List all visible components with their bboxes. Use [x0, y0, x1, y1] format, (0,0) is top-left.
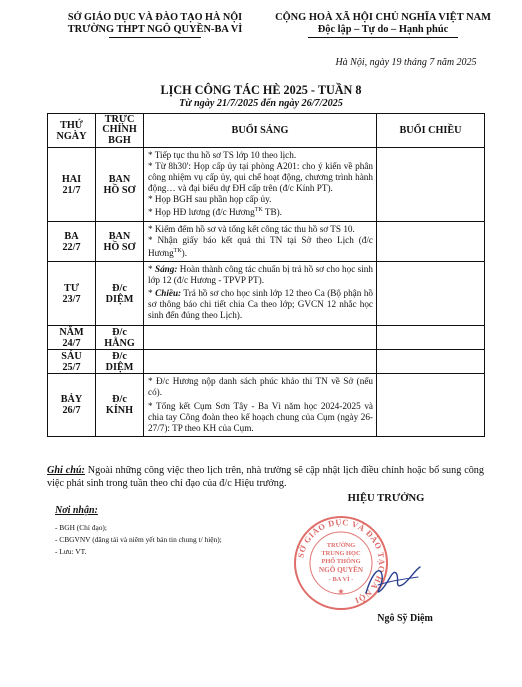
seal-center-line: TRƯỜNG — [326, 542, 356, 549]
seal-ring-text: SỞ GIÁO DỤC VÀ ĐÀO TẠO HÀ NỘI — [296, 517, 387, 606]
duty-cell: Đ/c DIỆM — [96, 262, 144, 326]
morning-cell — [144, 326, 377, 350]
recipient-item: - Lưu: VT. — [55, 547, 87, 556]
table-row — [48, 148, 485, 222]
duty-cell: Đ/c HẰNG — [96, 326, 144, 350]
day-cell: TƯ 23/7 — [48, 262, 96, 326]
national-heading — [258, 12, 508, 38]
header-afternoon: BUỔI CHIỀU — [377, 114, 485, 148]
signer-title: HIỆU TRƯỞNG — [347, 493, 425, 504]
svg-text:★: ★ — [337, 587, 345, 596]
schedule-table — [47, 113, 485, 437]
country-name: CỘNG HOÀ XÃ HỘI CHỦ NGHĨA VIỆT NAM — [275, 12, 491, 23]
issuer-block — [50, 12, 260, 38]
recipient-item: - CBGVNV (đăng tải và niêm yết bản tin chung t/ hiện); — [55, 535, 222, 544]
afternoon-cell — [377, 222, 485, 262]
list-item: * Từ 8h30': Họp cấp ủy tại phòng A201: cho ý kiến về phân công nhiệm vụ cấp ủy, qui chế hoạt động, chương trình hành động… và đại biểu dự ĐH cấp trên (đ/c Kính PT). — [148, 161, 373, 193]
issuer-underline — [109, 37, 201, 38]
day-cell: BA 22/7 — [48, 222, 96, 262]
morning-cell — [144, 148, 377, 222]
list-item: * Tổng kết Cụm Sơn Tây - Ba Vì năm học 2024-2025 và chia tay Công đoàn theo kế hoạch chung của Cụm (ngày 26-27/7): TP theo KH của Cụm. — [148, 401, 373, 434]
recipients-block — [55, 505, 285, 558]
duty-cell: BAN HỒ SƠ — [96, 148, 144, 222]
seal-center-line: - BA VÌ - — [328, 576, 354, 583]
table-row — [48, 222, 485, 262]
list-item: * Họp BGH sau phần họp cấp ủy. — [148, 194, 272, 204]
recipients-label: Nơi nhận: — [55, 505, 98, 516]
list-item: * Kiểm đếm hồ sơ và tổng kết công tác thu hồ sơ TS 10. — [148, 224, 355, 234]
table-row — [48, 374, 485, 437]
morning-cell — [144, 262, 377, 326]
motto-underline — [308, 37, 458, 38]
day-cell: SÁU 25/7 — [48, 350, 96, 374]
list-item: * Chiều: Trả hồ sơ cho học sinh lớp 12 theo Ca (Bộ phận hồ sơ thông báo chi tiết chia Ca theo lớp; GVCN 12 nhắc học sinh đến đúng theo Lịch). — [148, 288, 374, 321]
note-label: Ghi chú: — [47, 465, 85, 476]
duty-cell: Đ/c KÍNH — [96, 374, 144, 437]
note-paragraph — [47, 464, 484, 490]
list-item: * Họp HĐ lương (đ/c Hương$^{TK}$ TB). — [148, 207, 282, 218]
list-item: * Sáng: Hoàn thành công tác chuẩn bị trả hồ sơ cho học sinh lớp 12 (đ/c Hương - TPVP PT). — [148, 264, 373, 286]
seal-center-line: TRUNG HỌC — [321, 550, 361, 557]
table-row — [48, 262, 485, 326]
afternoon-cell — [377, 326, 485, 350]
seal-center-line: PHỔ THÔNG — [321, 558, 361, 565]
morning-cell — [144, 222, 377, 262]
header-day: THỨ NGÀY — [48, 114, 96, 148]
day-cell: NĂM 24/7 — [48, 326, 96, 350]
document-title: LỊCH CÔNG TÁC HÈ 2025 - TUẦN 8 — [160, 83, 362, 97]
recipient-item: - BGH (Chỉ đạo); — [55, 523, 107, 532]
signer-name: Ngô Sỹ Diệm — [377, 613, 433, 624]
afternoon-cell — [377, 148, 485, 222]
duty-cell: BAN HỒ SƠ — [96, 222, 144, 262]
header-morning: BUỔI SÁNG — [144, 114, 377, 148]
day-cell: BẢY 26/7 — [48, 374, 96, 437]
school-name: TRƯỜNG THPT NGÔ QUYỀN-BA VÌ — [67, 24, 243, 35]
afternoon-cell — [377, 374, 485, 437]
duty-cell: Đ/c DIỆM — [96, 350, 144, 374]
seal-center-line: NGÔ QUYỀN — [318, 566, 364, 574]
national-motto: Độc lập – Tự do – Hạnh phúc — [317, 24, 449, 35]
morning-cell — [144, 374, 377, 437]
header-duty: TRỰC CHÍNH BGH — [96, 114, 144, 148]
table-row — [48, 326, 485, 350]
day-cell: HAI 21/7 — [48, 148, 96, 222]
table-row — [48, 350, 485, 374]
note-text: Ngoài những công việc theo lịch trên, nhà trường sẽ cập nhật lịch điều chỉnh hoặc bổ sung công việc phát sinh trong tuần theo chỉ đạo của đ/c Hiệu trưởng. — [47, 465, 484, 489]
document-subtitle: Từ ngày 21/7/2025 đến ngày 26/7/2025 — [179, 98, 343, 109]
agency-name: SỞ GIÁO DỤC VÀ ĐÀO TẠO HÀ NỘI — [67, 12, 243, 23]
afternoon-cell — [377, 350, 485, 374]
table-header-row — [48, 114, 485, 148]
afternoon-cell — [377, 262, 485, 326]
list-item: * Nhận giấy báo kết quả thi TN tại Sở theo Lịch (đ/c Hương$^{TK}$). — [148, 235, 373, 259]
list-item: * Tiếp tục thu hồ sơ TS lớp 10 theo lịch. — [148, 150, 297, 160]
morning-cell — [144, 350, 377, 374]
handwritten-signature — [358, 555, 428, 605]
place-date: Hà Nội, ngày 19 tháng 7 năm 2025 — [335, 57, 477, 68]
list-item: * Đ/c Hương nộp danh sách phúc khảo thi TN về Sở (nếu có). — [148, 376, 373, 398]
